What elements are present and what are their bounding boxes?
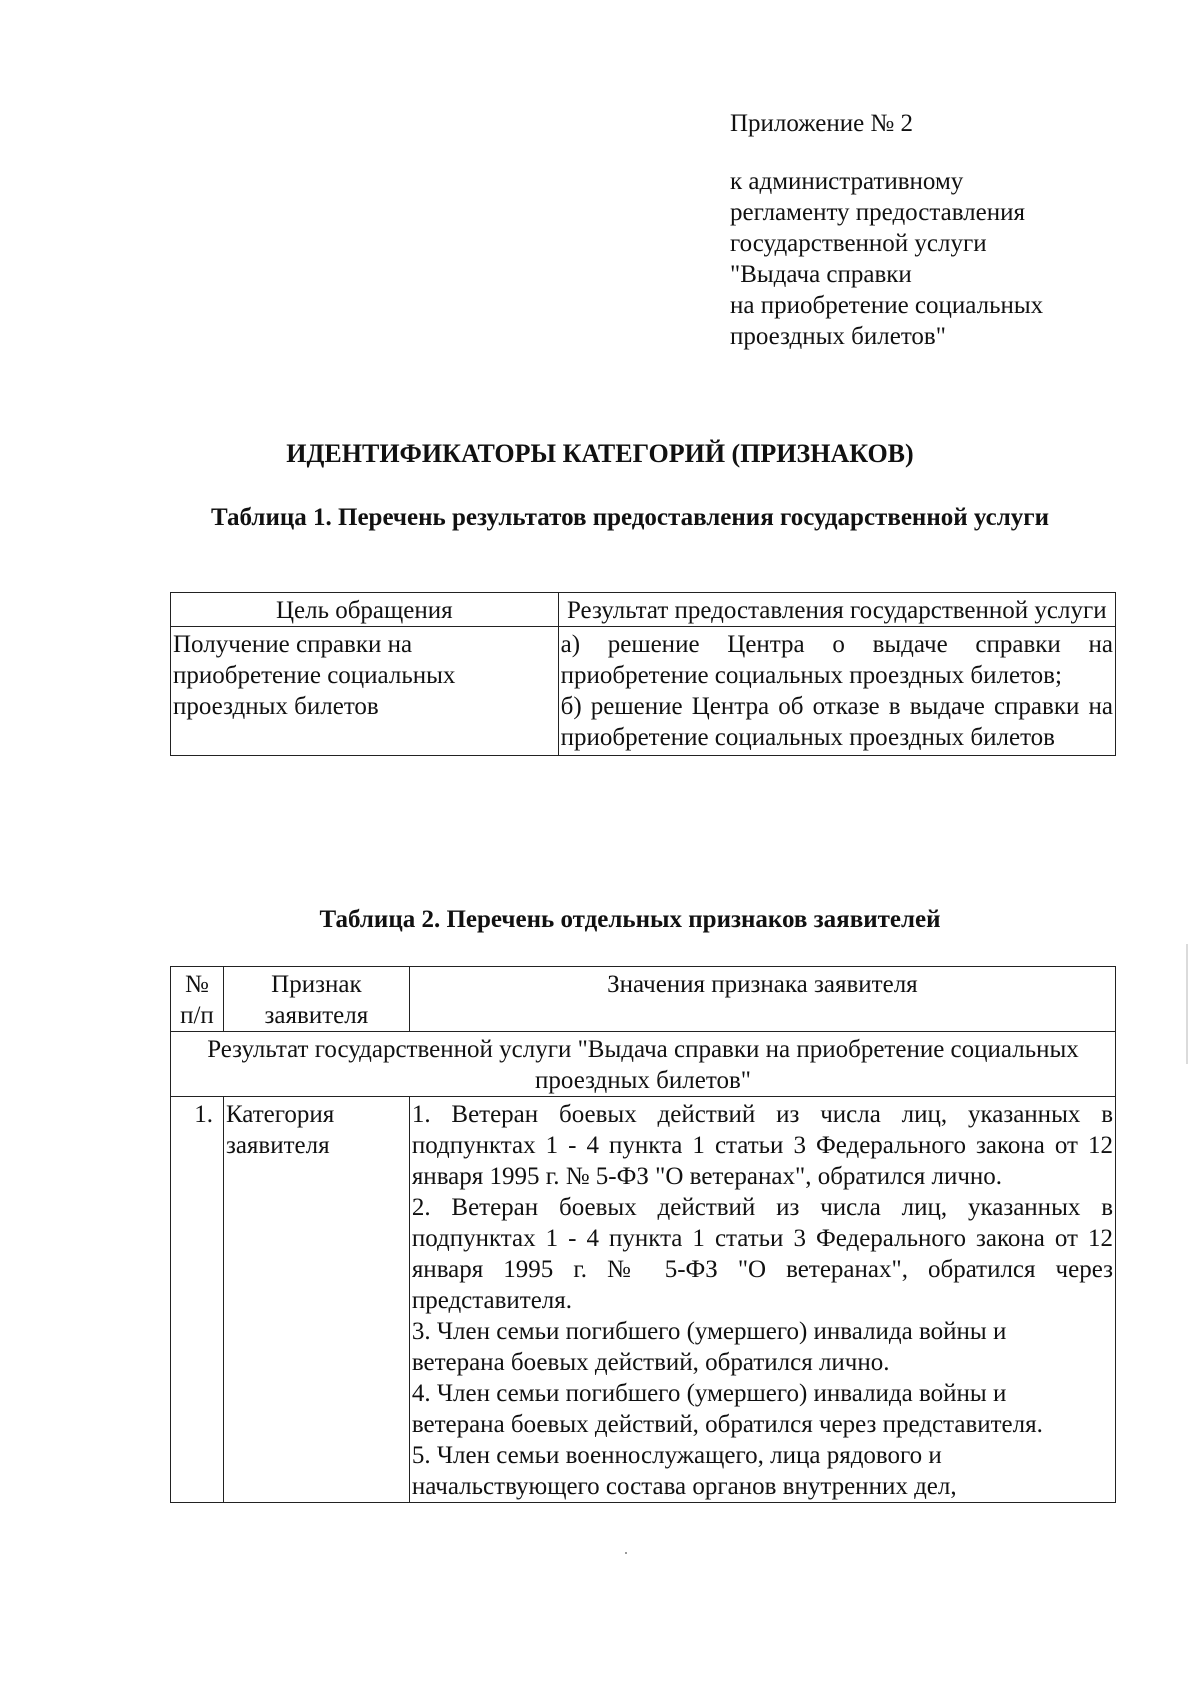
table1-header-result: Результат предоставления государственной услуги xyxy=(558,593,1115,627)
table1-result-a: а) решение Центра о выдаче справки на приобретение социальных проездных билетов; xyxy=(560,631,1113,689)
table2-title: Таблица 2. Перечень отдельных признаков заявителей xyxy=(319,906,941,933)
scan-dot-mark xyxy=(625,1552,627,1554)
table2-row xyxy=(171,1097,1116,1503)
appendix-line: "Выдача справки xyxy=(730,261,912,288)
table2-row-values xyxy=(409,1097,1115,1503)
appendix-line: проездных билетов" xyxy=(730,323,946,350)
table1-title: Таблица 1. Перечень результатов предоставления государственной услуги xyxy=(210,504,1049,531)
table2-header-feature: Признак заявителя xyxy=(223,967,409,1032)
table2-group-cell: Результат государственной услуги "Выдача справки на приобретение социальных проездных билетов" xyxy=(171,1032,1116,1097)
table2 xyxy=(170,966,1116,1503)
table2-value-item: 3. Член семьи погибшего (умершего) инвалида войны и ветерана боевых действий, обратился лично. xyxy=(411,1318,1007,1376)
table2-row-feature: Категория заявителя xyxy=(223,1097,409,1503)
table2-value-item: 4. Член семьи погибшего (умершего) инвалида войны и ветерана боевых действий, обратился через представителя. xyxy=(411,1380,1043,1438)
appendix-block xyxy=(730,108,1150,352)
table1-header-row xyxy=(171,593,1116,627)
table2-value-item: 5. Член семьи военнослужащего, лица рядового и начальствующего состава органов внутренних дел, xyxy=(411,1442,957,1500)
table1 xyxy=(170,592,1116,756)
table1-header-purpose: Цель обращения xyxy=(171,593,559,627)
table1-row xyxy=(171,627,1116,756)
appendix-line: к административному xyxy=(730,168,964,195)
appendix-line: регламенту предоставления xyxy=(730,199,1026,226)
table2-group-row xyxy=(171,1032,1116,1097)
appendix-number: Приложение № 2 xyxy=(730,110,914,137)
table2-value-item: 2. Ветеран боевых действий из числа лиц, указанных в подпунктах 1 - 4 пункта 1 статьи 3 Федерального закона от 12 января 1995 г. № 5-ФЗ "О ветеранах", обратился через представителя. xyxy=(411,1194,1113,1314)
table1-result-cell xyxy=(558,627,1115,756)
document-title: ИДЕНТИФИКАТОРЫ КАТЕГОРИЙ (ПРИЗНАКОВ) xyxy=(286,439,914,468)
table2-header-row xyxy=(171,967,1116,1032)
table2-row-number: 1. xyxy=(171,1097,224,1503)
table2-header-values: Значения признака заявителя xyxy=(409,967,1115,1032)
table2-header-number: № п/п xyxy=(171,967,224,1032)
scan-margin-mark xyxy=(1186,944,1188,1064)
table1-result-b: б) решение Центра об отказе в выдаче справки на приобретение социальных проездных билетов xyxy=(560,693,1113,751)
appendix-line: на приобретение социальных xyxy=(730,292,1044,319)
appendix-line: государственной услуги xyxy=(730,230,987,257)
table2-value-item: 1. Ветеран боевых действий из числа лиц, указанных в подпунктах 1 - 4 пункта 1 статьи 3 Федерального закона от 12 января 1995 г. № 5-ФЗ "О ветеранах", обратился лично. xyxy=(411,1101,1113,1190)
table1-purpose-cell: Получение справки на приобретение социальных проездных билетов xyxy=(171,627,559,756)
